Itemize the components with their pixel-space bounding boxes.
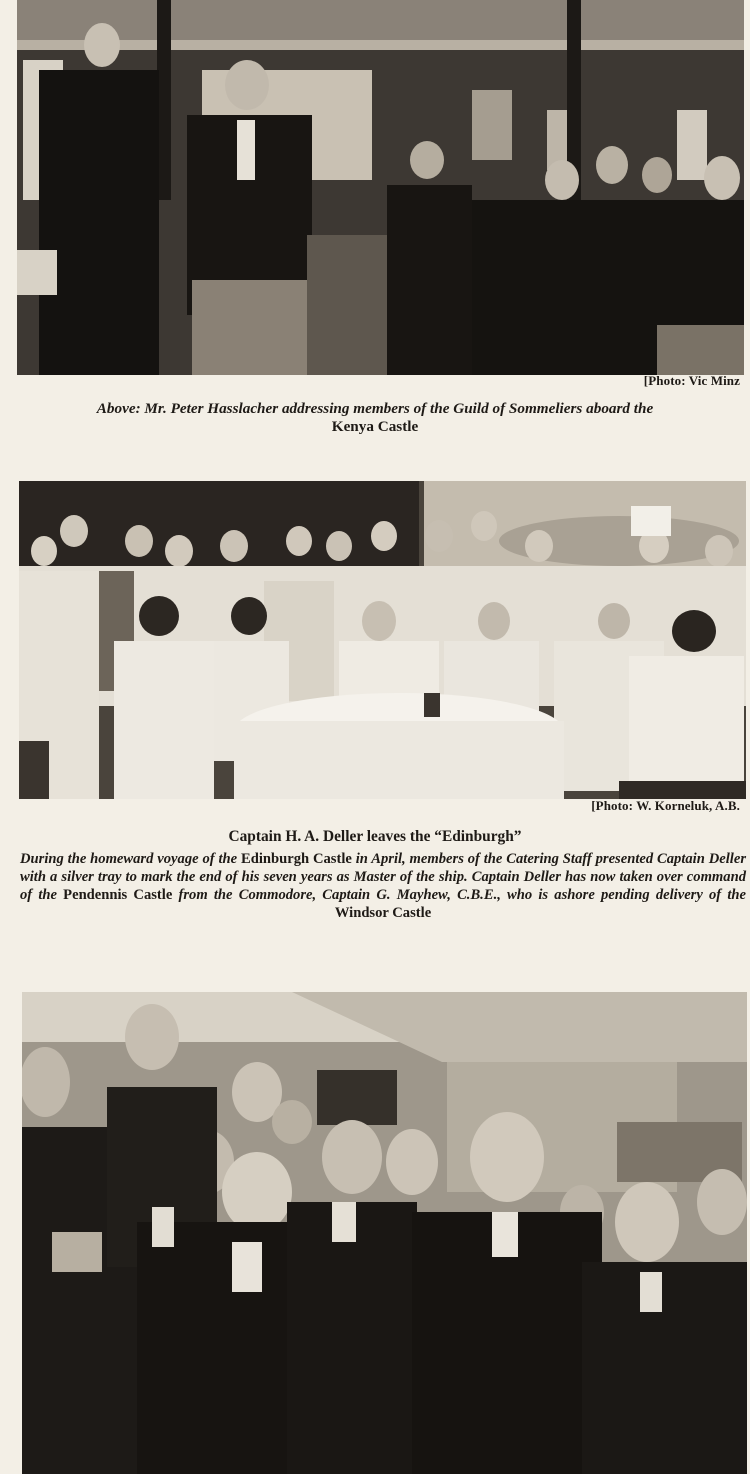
photo-credit-1: [Photo: Vic Minz [643, 373, 740, 388]
photo-officers-image [22, 992, 747, 1474]
article-body [20, 850, 746, 922]
photo-officers [22, 992, 747, 1474]
photo-sommeliers-image [17, 0, 744, 375]
ship-name-windsor: Windsor Castle [334, 905, 432, 921]
body-part-2: in April, members of the Catering Staff presented Captain Deller with a silver tray to mark the end of his seven years as Master of the ship. Captain Deller has now taken over command of the [20, 851, 746, 903]
photo-catering-staff-image [19, 481, 746, 799]
caption-ship-name: Kenya Castle [331, 418, 419, 435]
photo-credit-2: [Photo: W. Korneluk, A.B. [591, 798, 740, 813]
caption-sommeliers [20, 400, 730, 436]
photo-sommeliers [17, 0, 744, 375]
photo-catering-staff [19, 481, 746, 799]
caption-sommeliers-text: Above: Mr. Peter Hasslacher addressing members of the Guild of Sommeliers aboard the [96, 400, 654, 417]
article-heading: Captain H. A. Deller leaves the “Edinburgh” [228, 828, 522, 845]
ship-name-edinburgh: Edinburgh Castle [240, 851, 352, 867]
body-part-1: During the homeward voyage of the [20, 851, 238, 867]
body-part-3: from the Commodore, Captain G. Mayhew, C.B.E., who is ashore pending delivery of the [178, 887, 746, 903]
ship-name-pendennis: Pendennis Castle [63, 887, 173, 903]
